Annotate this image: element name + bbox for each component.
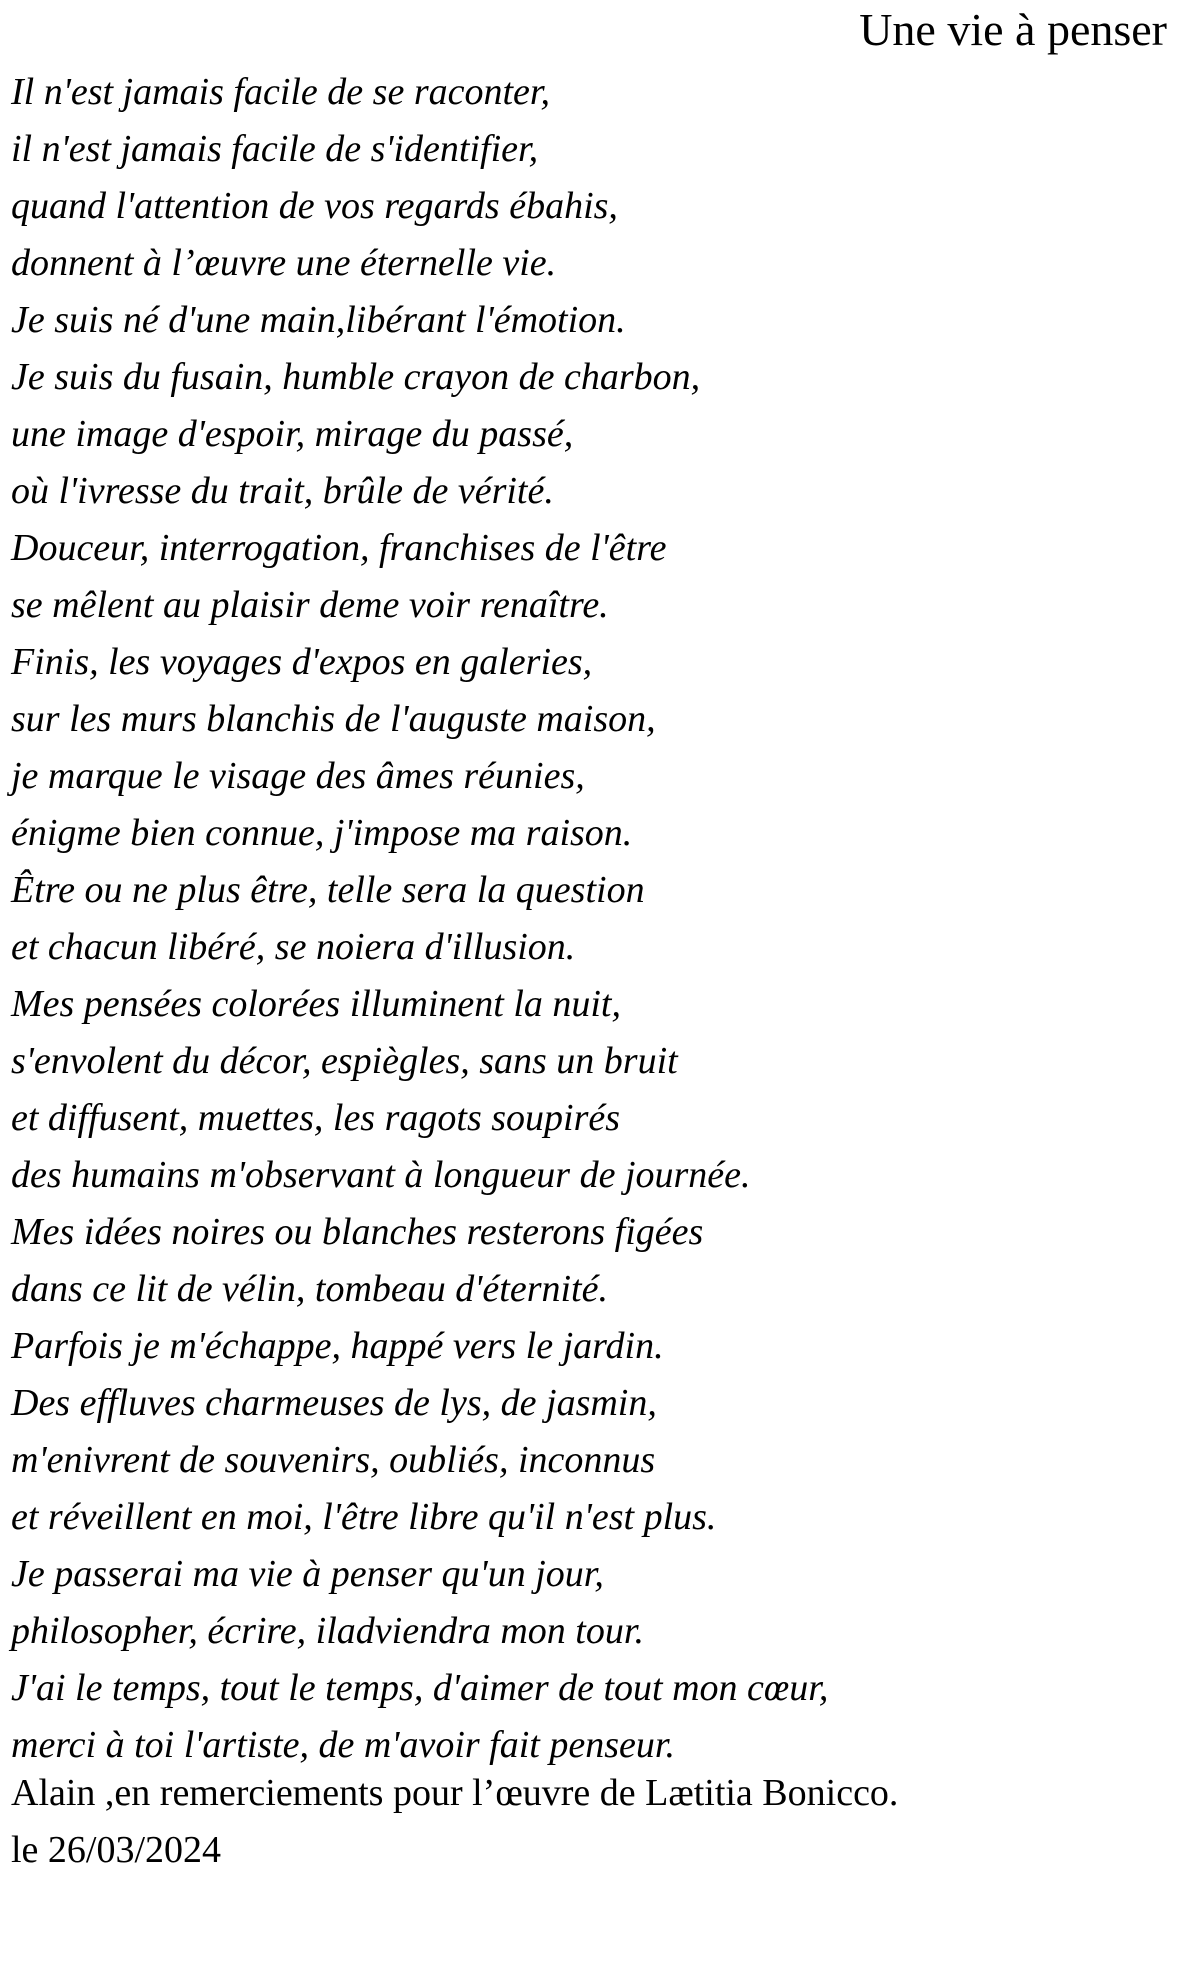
poem-line: des humains m'observant à longueur de journée. xyxy=(11,1154,751,1196)
poem-line: m'enivrent de souvenirs, oubliés, inconnus xyxy=(11,1439,656,1481)
poem-line: une image d'espoir, mirage du passé, xyxy=(11,413,574,455)
poem-line: Finis, les voyages d'expos en galeries, xyxy=(11,641,593,683)
poem-line: Je suis né d'une main,libérant l'émotion. xyxy=(11,299,626,341)
poem-line: Douceur, interrogation, franchises de l'être xyxy=(11,527,667,569)
poem-line: se mêlent au plaisir deme voir renaître. xyxy=(11,584,609,626)
poem-line: J'ai le temps, tout le temps, d'aimer de tout mon cœur, xyxy=(11,1667,829,1709)
poem-line: Mes idées noires ou blanches resterons figées xyxy=(11,1211,704,1253)
poem-line: Être ou ne plus être, telle sera la question xyxy=(11,869,645,911)
poem-line: merci à toi l'artiste, de m'avoir fait penseur. xyxy=(11,1724,675,1766)
poem-line: sur les murs blanchis de l'auguste maison, xyxy=(11,698,656,740)
poem-line: Parfois je m'échappe, happé vers le jardin. xyxy=(11,1325,664,1367)
poem-line: philosopher, écrire, iladviendra mon tour. xyxy=(11,1610,644,1652)
poem-line: Des effluves charmeuses de lys, de jasmin, xyxy=(11,1382,657,1424)
poem-line: énigme bien connue, j'impose ma raison. xyxy=(11,812,633,854)
date-line: le 26/03/2024 xyxy=(11,1829,222,1871)
poem-line: Je suis du fusain, humble crayon de charbon, xyxy=(11,356,701,398)
poem-line: s'envolent du décor, espiègles, sans un bruit xyxy=(11,1040,678,1082)
poem-line: où l'ivresse du trait, brûle de vérité. xyxy=(11,470,554,512)
poem-line: Il n'est jamais facile de se raconter, xyxy=(11,71,550,113)
signature: Alain ,en remerciements pour l’œuvre de Lætitia Bonicco. xyxy=(11,1772,899,1814)
poem-line: et diffusent, muettes, les ragots soupirés xyxy=(11,1097,621,1139)
poem-line: dans ce lit de vélin, tombeau d'éternité. xyxy=(11,1268,608,1310)
poem-line: je marque le visage des âmes réunies, xyxy=(11,755,585,797)
poem-line: il n'est jamais facile de s'identifier, xyxy=(11,128,539,170)
poem-line: donnent à l’œuvre une éternelle vie. xyxy=(11,242,557,284)
poem-line: Mes pensées colorées illuminent la nuit, xyxy=(11,983,621,1025)
poem-line: et chacun libéré, se noiera d'illusion. xyxy=(11,926,576,968)
poem-line: et réveillent en moi, l'être libre qu'il n'est plus. xyxy=(11,1496,717,1538)
poem-line: quand l'attention de vos regards ébahis, xyxy=(11,185,618,227)
poem-body xyxy=(11,64,828,1774)
poem-title: Une vie à penser xyxy=(859,4,1167,55)
poem-line: Je passerai ma vie à penser qu'un jour, xyxy=(11,1553,604,1595)
